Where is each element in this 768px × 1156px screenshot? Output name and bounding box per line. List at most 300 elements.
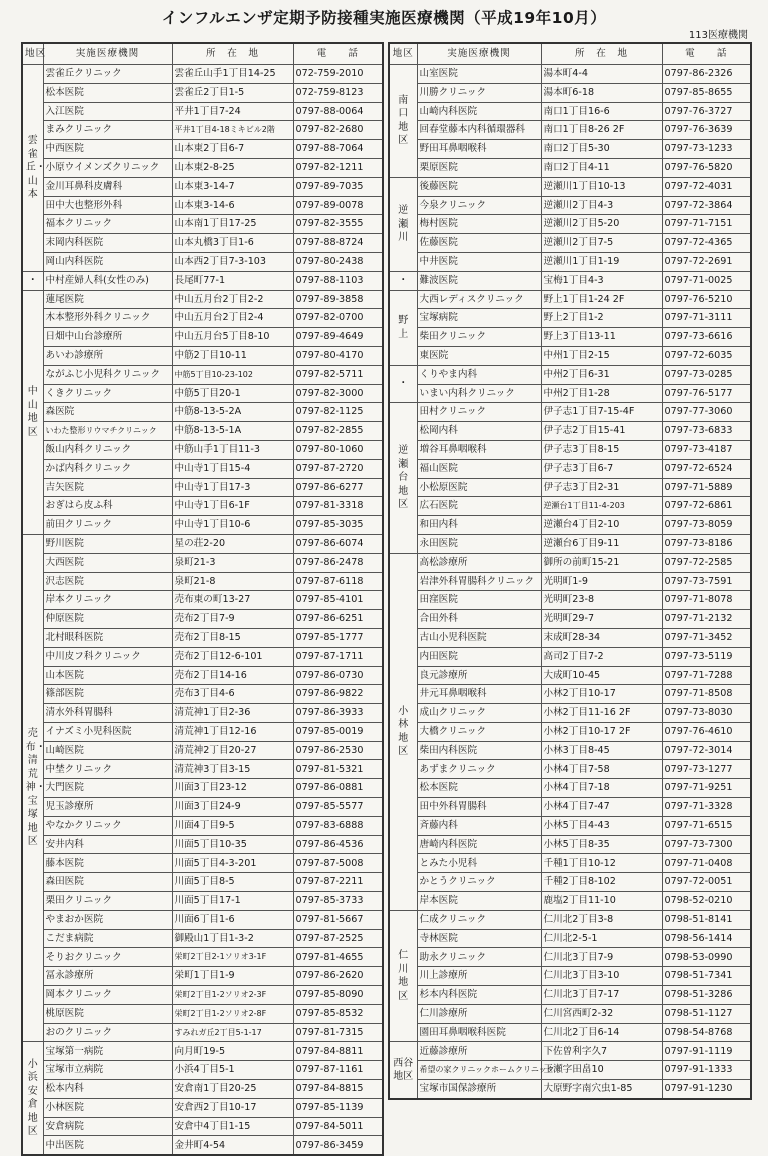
table-row [22, 967, 383, 986]
table-row [389, 102, 751, 121]
clinic-name: 小松原医院 [417, 478, 541, 497]
clinic-table-left [21, 42, 384, 1156]
clinic-name: 岡山内科医院 [43, 252, 172, 271]
clinic-address: 売布2丁目7-9 [172, 610, 293, 629]
clinic-name: 中井医院 [417, 252, 541, 271]
clinic-address: 売布東の町13-27 [172, 591, 293, 610]
clinic-phone: 0798-52-0210 [662, 892, 751, 911]
clinic-address: 伊子志2丁目15-41 [541, 422, 662, 441]
area-cell [389, 65, 417, 178]
clinic-address: 中山五月台2丁目2-4 [172, 309, 293, 328]
clinic-name: かとうクリニック [417, 873, 541, 892]
table-row [389, 798, 751, 817]
table-row [22, 384, 383, 403]
clinic-address: 中筋8-13-5-2A [172, 403, 293, 422]
clinic-phone: 0797-85-1777 [293, 628, 383, 647]
table-row [389, 422, 751, 441]
table-row [22, 741, 383, 760]
facility-count: 113医療機関 [688, 30, 748, 41]
area-cell [389, 271, 417, 290]
clinic-phone: 0797-91-1333 [662, 1061, 751, 1080]
clinic-phone: 0797-82-2680 [293, 121, 383, 140]
clinic-phone: 0797-72-0051 [662, 873, 751, 892]
clinic-name: 杉本内科医院 [417, 986, 541, 1005]
table-row [22, 948, 383, 967]
clinic-address: 川面5丁目4-3-201 [172, 854, 293, 873]
table-row [389, 497, 751, 516]
clinic-name: 桃原医院 [43, 1004, 172, 1023]
area-label: 南口地区 [398, 94, 409, 147]
clinic-name: 山本医院 [43, 666, 172, 685]
table-row [389, 328, 751, 347]
clinic-address: 中筋5丁目20-1 [172, 384, 293, 403]
clinic-address: 川面5丁目17-1 [172, 892, 293, 911]
clinic-name: イナズミ小児科医院 [43, 722, 172, 741]
clinic-name: 川上診療所 [417, 967, 541, 986]
clinic-phone: 0797-91-1230 [662, 1080, 751, 1099]
clinic-address: 小林2丁目10-17 2F [541, 722, 662, 741]
table-row [389, 816, 751, 835]
clinic-name: とみた小児科 [417, 854, 541, 873]
clinic-name: 松本内科 [43, 1080, 172, 1099]
table-row [389, 835, 751, 854]
clinic-address: 山本丸橋3丁目1-6 [172, 234, 293, 253]
clinic-name: 宝塚市立病院 [43, 1061, 172, 1080]
table-row [389, 516, 751, 535]
clinic-address: 逆瀬川2丁目4-3 [541, 196, 662, 215]
clinic-name: 木本整形外科クリニック [43, 309, 172, 328]
clinic-phone: 0797-73-6616 [662, 328, 751, 347]
clinic-phone: 0798-51-1127 [662, 1004, 751, 1023]
clinic-address: 湯本町6-18 [541, 83, 662, 102]
clinic-phone: 0797-81-5667 [293, 910, 383, 929]
clinic-phone: 0797-85-8090 [293, 986, 383, 1005]
table-row [389, 610, 751, 629]
clinic-phone: 0797-88-8724 [293, 234, 383, 253]
clinic-phone: 0797-86-2620 [293, 967, 383, 986]
area-label: ・ [398, 274, 409, 286]
clinic-address: 雲雀丘2丁目1-5 [172, 83, 293, 102]
table-row [389, 271, 751, 290]
clinic-name: 仲原医院 [43, 610, 172, 629]
clinic-phone: 0797-71-3452 [662, 628, 751, 647]
table-row [389, 967, 751, 986]
table-row [389, 1004, 751, 1023]
clinic-phone: 0797-82-0700 [293, 309, 383, 328]
clinic-address: 星の荘2-20 [172, 534, 293, 553]
table-row [22, 986, 383, 1005]
clinic-name: 後藤医院 [417, 177, 541, 196]
clinic-phone: 0797-87-1161 [293, 1061, 383, 1080]
table-row [22, 459, 383, 478]
clinic-address: 伊子志1丁目7-15-4F [541, 403, 662, 422]
header-area: 地区 [389, 43, 417, 65]
table-row [389, 760, 751, 779]
clinic-phone: 0797-86-2326 [662, 65, 751, 84]
table-row [389, 854, 751, 873]
table-row [22, 798, 383, 817]
clinic-name: くりやま内科 [417, 365, 541, 384]
clinic-phone: 0797-82-3000 [293, 384, 383, 403]
clinic-name: 北村眼科医院 [43, 628, 172, 647]
clinic-address: 南口1丁目16-6 [541, 102, 662, 121]
table-row [22, 497, 383, 516]
table-row [22, 779, 383, 798]
clinic-name: 森医院 [43, 403, 172, 422]
clinic-phone: 0797-85-3035 [293, 516, 383, 535]
table-row [389, 440, 751, 459]
clinic-name: 安井内科 [43, 835, 172, 854]
clinic-name: 佐藤医院 [417, 234, 541, 253]
clinic-name: 野田耳鼻咽喉科 [417, 140, 541, 159]
table-row [389, 140, 751, 159]
clinic-phone: 0797-71-6515 [662, 816, 751, 835]
header-phone: 電 話 [662, 43, 751, 65]
clinic-phone: 0797-87-2525 [293, 929, 383, 948]
clinic-name: あいわ診療所 [43, 346, 172, 365]
clinic-address: 伊子志3丁目2-31 [541, 478, 662, 497]
clinic-name: ながふじ小児科クリニック [43, 365, 172, 384]
clinic-phone: 0797-80-4170 [293, 346, 383, 365]
clinic-name: 成山クリニック [417, 704, 541, 723]
table-row [389, 365, 751, 384]
clinic-name: やなかクリニック [43, 816, 172, 835]
clinic-name: 永田医院 [417, 534, 541, 553]
clinic-phone: 0797-71-8508 [662, 685, 751, 704]
clinic-phone: 0797-73-4187 [662, 440, 751, 459]
table-row [22, 234, 383, 253]
clinic-address: 高司2丁目7-2 [541, 647, 662, 666]
clinic-phone: 0797-84-8811 [293, 1042, 383, 1061]
clinic-name: 柴田クリニック [417, 328, 541, 347]
area-label: 中山地区 [27, 386, 38, 438]
area-label: 西谷地区 [393, 1057, 414, 1083]
table-row [22, 271, 383, 290]
clinic-phone: 0797-82-2855 [293, 422, 383, 441]
clinic-phone: 0797-88-7064 [293, 140, 383, 159]
clinic-name: 藤本医院 [43, 854, 172, 873]
table-row [22, 892, 383, 911]
clinic-name: 前田クリニック [43, 516, 172, 535]
clinic-table-right [388, 42, 752, 1100]
clinic-phone: 0797-73-7591 [662, 572, 751, 591]
table-row [389, 741, 751, 760]
clinic-name: 難波医院 [417, 271, 541, 290]
table-row [389, 948, 751, 967]
clinic-address: 宝梅1丁目4-3 [541, 271, 662, 290]
table-row [22, 328, 383, 347]
left-table-body [22, 65, 383, 1156]
clinic-phone: 0797-85-5577 [293, 798, 383, 817]
table-row [22, 704, 383, 723]
clinic-name: おぎはら皮ふ科 [43, 497, 172, 516]
clinic-name: 冨永診療所 [43, 967, 172, 986]
clinic-address: 野上2丁目1-2 [541, 309, 662, 328]
clinic-name: 柴田内科医院 [417, 741, 541, 760]
clinic-phone: 0797-81-7315 [293, 1023, 383, 1042]
clinic-address: 川面3丁目23-12 [172, 779, 293, 798]
clinic-address: 千種2丁目8-102 [541, 873, 662, 892]
header-name: 実施医療機関 [43, 43, 172, 65]
clinic-address: 清荒神2丁目20-27 [172, 741, 293, 760]
clinic-address: 野上3丁目13-11 [541, 328, 662, 347]
table-row [22, 910, 383, 929]
clinic-address: 栄町1丁目1-9 [172, 967, 293, 986]
table-row [389, 647, 751, 666]
clinic-phone: 0797-71-3328 [662, 798, 751, 817]
clinic-name: 内田医院 [417, 647, 541, 666]
clinic-name: 良元診療所 [417, 666, 541, 685]
clinic-address: 逆瀬台6丁目9-11 [541, 534, 662, 553]
clinic-phone: 0797-86-2478 [293, 553, 383, 572]
clinic-phone: 0797-86-2530 [293, 741, 383, 760]
clinic-address: 金井町4-54 [172, 1136, 293, 1155]
clinic-name: 東医院 [417, 346, 541, 365]
clinic-name: 高松診療所 [417, 553, 541, 572]
header-phone: 電 話 [293, 43, 383, 65]
clinic-address: 川面5丁目8-5 [172, 873, 293, 892]
area-label: 雲雀丘・山本 [25, 135, 46, 201]
clinic-address: 中山五月台2丁目2-2 [172, 290, 293, 309]
clinic-name: 井元耳鼻咽喉科 [417, 685, 541, 704]
clinic-address: 長尾町77-1 [172, 271, 293, 290]
table-row [22, 140, 383, 159]
table-row [22, 722, 383, 741]
clinic-address: 中筋山手1丁目11-3 [172, 440, 293, 459]
clinic-name: 田中外科胃腸科 [417, 798, 541, 817]
clinic-name: 和田内科 [417, 516, 541, 535]
clinic-phone: 0797-91-1119 [662, 1042, 751, 1061]
clinic-phone: 0797-87-1711 [293, 647, 383, 666]
clinic-phone: 0797-73-6833 [662, 422, 751, 441]
clinic-address: 中山寺1丁目10-6 [172, 516, 293, 535]
clinic-address: 逆瀬川2丁目7-5 [541, 234, 662, 253]
clinic-name: 山崎医院 [43, 741, 172, 760]
clinic-phone: 0797-76-3639 [662, 121, 751, 140]
table-row [389, 309, 751, 328]
table-row [389, 403, 751, 422]
clinic-address: 中筋2丁目10-11 [172, 346, 293, 365]
table-row [22, 572, 383, 591]
table-row [22, 440, 383, 459]
clinic-name: 中西医院 [43, 140, 172, 159]
clinic-name: 福本クリニック [43, 215, 172, 234]
clinic-phone: 0797-77-3060 [662, 403, 751, 422]
clinic-phone: 0797-89-0078 [293, 196, 383, 215]
table-row [22, 196, 383, 215]
table-row [389, 553, 751, 572]
clinic-phone: 0797-71-7151 [662, 215, 751, 234]
table-row [22, 102, 383, 121]
clinic-address: 小林4丁目7-47 [541, 798, 662, 817]
area-label: ・ [398, 378, 409, 390]
table-row [389, 1061, 751, 1080]
clinic-name: 大西レディスクリニック [417, 290, 541, 309]
table-row [389, 215, 751, 234]
clinic-name: まみクリニック [43, 121, 172, 140]
table-row [389, 83, 751, 102]
clinic-address: 中筋5丁目10-23-102 [172, 365, 293, 384]
clinic-name: 小林医院 [43, 1098, 172, 1117]
table-row [22, 534, 383, 553]
clinic-name: 末岡内科医院 [43, 234, 172, 253]
table-row [22, 647, 383, 666]
clinic-address: 逆瀬川1丁目10-13 [541, 177, 662, 196]
clinic-phone: 0797-73-7300 [662, 835, 751, 854]
clinic-address: 光明町29-7 [541, 610, 662, 629]
clinic-name: 回春堂藤本内科循環器科 [417, 121, 541, 140]
clinic-name: 飯山内科クリニック [43, 440, 172, 459]
clinic-name: 増谷耳鼻咽喉科 [417, 440, 541, 459]
clinic-phone: 0797-88-0064 [293, 102, 383, 121]
clinic-address: 中州2丁目6-31 [541, 365, 662, 384]
clinic-phone: 0797-80-2438 [293, 252, 383, 271]
clinic-name: 中出医院 [43, 1136, 172, 1155]
area-label: 逆瀬川 [398, 205, 409, 244]
clinic-name: いまい内科クリニック [417, 384, 541, 403]
table-row [22, 628, 383, 647]
table-row [389, 892, 751, 911]
clinic-name: 宝塚病院 [417, 309, 541, 328]
clinic-name: おのクリニック [43, 1023, 172, 1042]
clinic-address: 栄町2丁目1-2ソリオ2-8F [172, 1004, 293, 1023]
table-row [389, 779, 751, 798]
area-label: 野上 [398, 315, 409, 340]
clinic-name: そりおクリニック [43, 948, 172, 967]
clinic-address: 大成町10-45 [541, 666, 662, 685]
clinic-name: 田中大也整形外科 [43, 196, 172, 215]
page-title: インフルエンザ定期予防接種実施医療機関（平成19年10月） [161, 9, 607, 27]
clinic-address: 小林3丁目8-45 [541, 741, 662, 760]
clinic-address: 光明町23-8 [541, 591, 662, 610]
clinic-address: 清荒神3丁目3-15 [172, 760, 293, 779]
clinic-address: 湯本町4-4 [541, 65, 662, 84]
clinic-phone: 0797-84-5011 [293, 1117, 383, 1136]
table-row [389, 290, 751, 309]
table-row [22, 854, 383, 873]
clinic-name: くきクリニック [43, 384, 172, 403]
clinic-phone: 0797-76-4610 [662, 722, 751, 741]
clinic-phone: 0797-85-0019 [293, 722, 383, 741]
table-header [22, 43, 383, 65]
table-row [389, 158, 751, 177]
table-row [389, 685, 751, 704]
table-row [389, 177, 751, 196]
clinic-phone: 0797-85-8655 [662, 83, 751, 102]
clinic-address: 仁川北3丁目7-9 [541, 948, 662, 967]
table-row [22, 422, 383, 441]
table-row [22, 1080, 383, 1099]
clinic-phone: 0797-71-5889 [662, 478, 751, 497]
table-row [389, 873, 751, 892]
table-row [389, 196, 751, 215]
clinic-address: 泉町21-3 [172, 553, 293, 572]
clinic-name: 蓮尾医院 [43, 290, 172, 309]
clinic-name: 大西医院 [43, 553, 172, 572]
clinic-phone: 0797-87-5008 [293, 854, 383, 873]
clinic-name: 仁川診療所 [417, 1004, 541, 1023]
table-row [22, 346, 383, 365]
clinic-phone: 0797-72-6524 [662, 459, 751, 478]
clinic-name: 雲雀丘クリニック [43, 65, 172, 84]
table-row [22, 1004, 383, 1023]
clinic-address: 平井1丁目7-24 [172, 102, 293, 121]
clinic-name: 中埜クリニック [43, 760, 172, 779]
clinic-address: 売布3丁目4-6 [172, 685, 293, 704]
clinic-address: 山本東3-14-7 [172, 177, 293, 196]
clinic-address: すみれガ丘2丁目5-1-17 [172, 1023, 293, 1042]
table-row [22, 215, 383, 234]
table-row [22, 1042, 383, 1061]
table-row [22, 478, 383, 497]
table-row [389, 628, 751, 647]
area-cell [22, 271, 43, 290]
clinic-address: 南口2丁目5-30 [541, 140, 662, 159]
table-row [389, 65, 751, 84]
clinic-address: 逆瀬川2丁目5-20 [541, 215, 662, 234]
clinic-phone: 0797-72-3014 [662, 741, 751, 760]
clinic-name: 今泉クリニック [417, 196, 541, 215]
clinic-name: 野川医院 [43, 534, 172, 553]
clinic-name: いわた整形リウマチクリニック [43, 422, 172, 441]
clinic-address: 仁川北3丁目3-10 [541, 967, 662, 986]
table-row [22, 553, 383, 572]
clinic-name: 古山小児科医院 [417, 628, 541, 647]
clinic-address: 小林5丁目4-43 [541, 816, 662, 835]
clinic-address: 山本東2-8-25 [172, 158, 293, 177]
header-address: 所 在 地 [172, 43, 293, 65]
clinic-name: 川勝クリニック [417, 83, 541, 102]
clinic-address: 小浜4丁目5-1 [172, 1061, 293, 1080]
clinic-name: 入江医院 [43, 102, 172, 121]
clinic-name: 中村産婦人科(女性のみ) [43, 271, 172, 290]
clinic-phone: 0797-89-7035 [293, 177, 383, 196]
clinic-phone: 0797-73-8186 [662, 534, 751, 553]
clinic-phone: 0797-73-1233 [662, 140, 751, 159]
clinic-address: 下佐曽利字久7 [541, 1042, 662, 1061]
table-row [22, 685, 383, 704]
clinic-name: 岸本医院 [417, 892, 541, 911]
table-row [22, 835, 383, 854]
table-row [389, 986, 751, 1005]
clinic-name: 助永クリニック [417, 948, 541, 967]
clinic-address: 中筋8-13-5-1A [172, 422, 293, 441]
clinic-name: 清水外科胃腸科 [43, 704, 172, 723]
clinic-address: 売布2丁目8-15 [172, 628, 293, 647]
clinic-phone: 0797-72-3864 [662, 196, 751, 215]
clinic-name: 仁成クリニック [417, 910, 541, 929]
table-row [22, 309, 383, 328]
table-row [389, 459, 751, 478]
clinic-address: 逆瀬台4丁目2-10 [541, 516, 662, 535]
clinic-name: 岩津外科胃腸科クリニック [417, 572, 541, 591]
clinic-phone: 0797-73-8030 [662, 704, 751, 723]
clinic-address: 小林4丁目7-58 [541, 760, 662, 779]
table-row [389, 722, 751, 741]
area-cell [22, 534, 46, 1042]
clinic-address: 売布2丁目14-16 [172, 666, 293, 685]
table-row [389, 234, 751, 253]
table-row [389, 1080, 751, 1099]
clinic-phone: 072-759-2010 [293, 65, 383, 84]
clinic-phone: 0797-86-3459 [293, 1136, 383, 1155]
table-row [389, 121, 751, 140]
clinic-address: 伊子志3丁目6-7 [541, 459, 662, 478]
clinic-phone: 0797-82-1125 [293, 403, 383, 422]
table-row [389, 252, 751, 271]
table-row [22, 83, 383, 102]
table-row [22, 290, 383, 309]
